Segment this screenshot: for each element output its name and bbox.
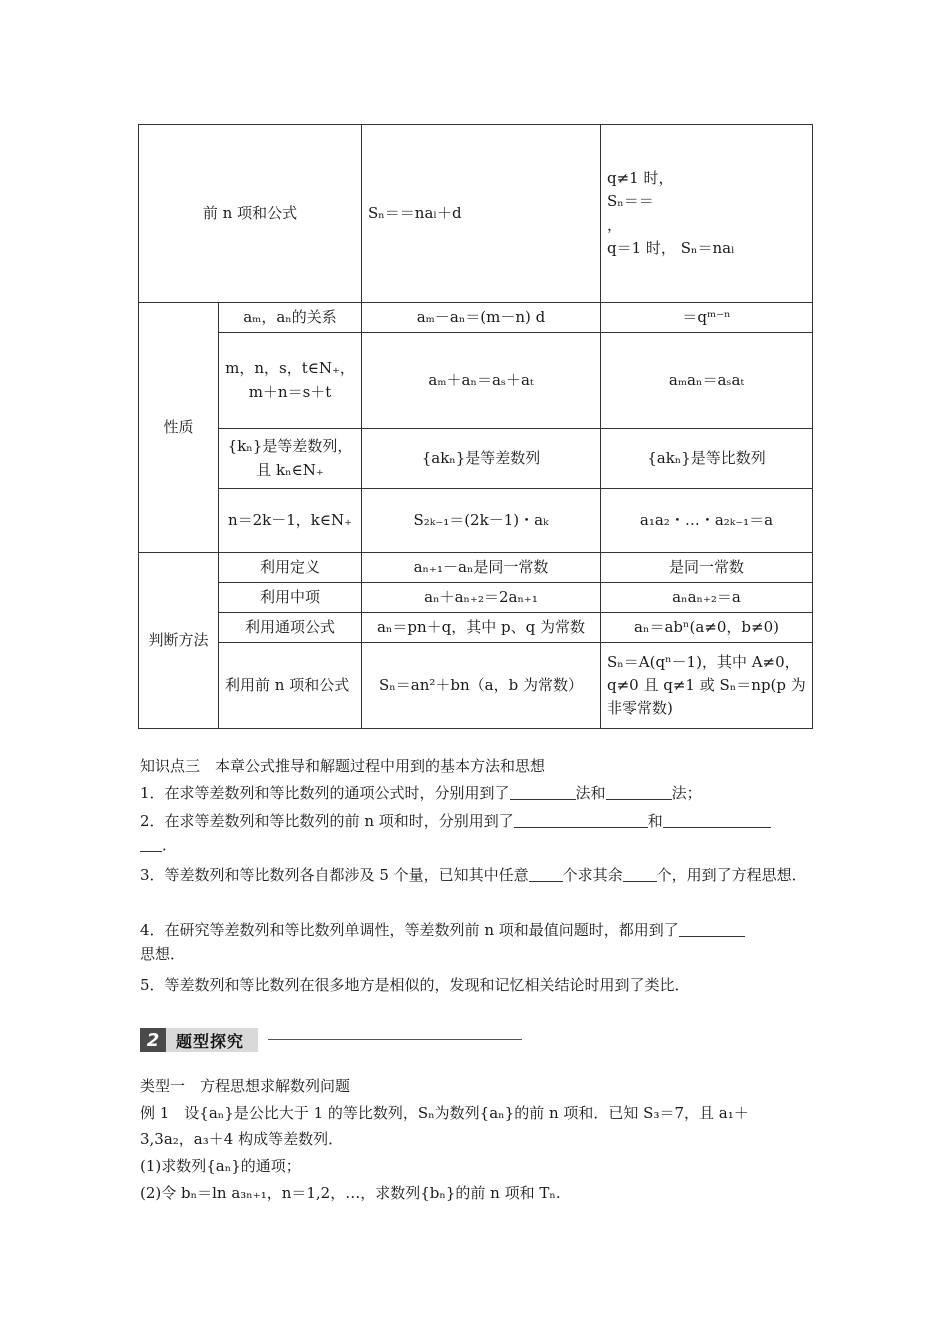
property-condition: aₘ，aₙ的关系 — [219, 303, 362, 333]
fill-blank — [679, 922, 745, 937]
judge-method-label: 判断方法 — [139, 553, 219, 729]
sequence-comparison-table — [138, 124, 813, 729]
fill-blank — [514, 813, 648, 828]
table-row — [139, 333, 813, 429]
fill-blank — [510, 785, 576, 800]
example-part-1: (1)求数列{aₙ}的通项； — [140, 1157, 301, 1175]
property-condition: {kₙ}是等差数列，且 kₙ∈N₊ — [219, 429, 362, 489]
judge-arith: aₙ＝pn＋q，其中 p、q 为常数 — [362, 613, 601, 643]
property-arith: {akₙ}是等差数列 — [362, 429, 601, 489]
fill-blank — [623, 867, 657, 882]
judge-method: 利用通项公式 — [219, 613, 362, 643]
judge-geo: 是同一常数 — [601, 553, 813, 583]
fill-blank — [663, 813, 771, 828]
judge-arith: Sₙ＝an²＋bn（a，b 为常数） — [362, 643, 601, 729]
property-geo: {akₙ}是等比数列 — [601, 429, 813, 489]
judge-arith: aₙ＋aₙ₊₂＝2aₙ₊₁ — [362, 583, 601, 613]
table-row — [139, 489, 813, 553]
type-heading: 类型一 方程思想求解数列问题 — [140, 1077, 351, 1095]
property-arith: S₂ₖ₋₁＝(2k－1)・aₖ — [362, 489, 601, 553]
item-text: 个求其余 — [562, 866, 623, 884]
property-arith: aₘ＋aₙ＝aₛ＋aₜ — [362, 333, 601, 429]
item-text: 2．在求等差数列和等比数列的前 n 项和时，分别用到了 — [140, 812, 514, 830]
knowledge-item-1 — [140, 781, 812, 805]
sum-geo-line: Sₙ＝＝ — [607, 192, 654, 211]
item-text: 和 — [647, 812, 663, 830]
judge-method: 利用前 n 项和公式 — [219, 643, 362, 729]
item-text: 3．等差数列和等比数列各自都涉及 5 个量，已知其中任意 — [140, 866, 529, 884]
table-row — [139, 553, 813, 583]
section-title: 题型探究 — [166, 1028, 258, 1052]
item-text: ． — [162, 836, 178, 854]
judge-geo: aₙaₙ₊₂＝a — [601, 583, 813, 613]
example-line-1: 例 1 设{aₙ}是公比大于 1 的等比数列，Sₙ为数列{aₙ}的前 n 项和．已知 S₃＝7，且 a₁＋ — [140, 1104, 749, 1122]
example-line-2: 3,3a₂，a₃＋4 构成等差数列． — [140, 1130, 344, 1148]
table-row — [139, 583, 813, 613]
judge-geo: aₙ＝abⁿ(a≠0，b≠0) — [601, 613, 813, 643]
property-label: 性质 — [139, 303, 219, 553]
property-geo: ＝qᵐ⁻ⁿ — [601, 303, 813, 333]
judge-arith: aₙ₊₁－aₙ是同一常数 — [362, 553, 601, 583]
knowledge-item-3 — [140, 863, 812, 887]
table-row — [139, 643, 813, 729]
sum-formula-label: 前 n 项和公式 — [139, 125, 362, 303]
sum-geo-line: q＝1 时， Sₙ＝naₗ — [607, 238, 735, 257]
item-text: 个，用到了方程思想． — [656, 866, 807, 884]
property-condition: n＝2k－1，k∈N₊ — [219, 489, 362, 553]
fill-blank — [140, 837, 162, 852]
table-row — [139, 429, 813, 489]
table-row — [139, 303, 813, 333]
property-arith: aₘ－aₙ＝(m－n) d — [362, 303, 601, 333]
section-divider — [268, 1039, 522, 1040]
knowledge-heading: 知识点三 本章公式推导和解题过程中用到的基本方法和思想 — [140, 757, 546, 775]
section-header — [140, 1028, 258, 1052]
item-text: 法； — [671, 784, 702, 802]
item-text: 思想． — [140, 945, 186, 963]
sum-geo-line: ， — [607, 215, 623, 234]
knowledge-item-5: 5．等差数列和等比数列在很多地方是相似的，发现和记忆相关结论时用到了类比． — [140, 976, 690, 994]
table-row — [139, 125, 813, 303]
knowledge-item-2 — [140, 809, 812, 857]
property-condition: m，n，s，t∈N₊，m＋n＝s＋t — [219, 333, 362, 429]
property-geo: a₁a₂・…・a₂ₖ₋₁＝a — [601, 489, 813, 553]
knowledge-item-4 — [140, 918, 812, 966]
judge-method: 利用中项 — [219, 583, 362, 613]
sum-formula-geo — [601, 125, 813, 303]
fill-blank — [529, 867, 563, 882]
section-number: 2 — [140, 1028, 166, 1052]
judge-geo: Sₙ＝A(qⁿ－1)，其中 A≠0，q≠0 且 q≠1 或 Sₙ＝np(p 为非零常数) — [601, 643, 813, 729]
sum-formula-arith: Sₙ＝＝naₗ＋d — [362, 125, 601, 303]
item-text: 法和 — [575, 784, 606, 802]
item-text: 4．在研究等差数列和等比数列单调性，等差数列前 n 项和最值问题时，都用到了 — [140, 921, 679, 939]
example-part-2: (2)令 bₙ＝ln a₃ₙ₊₁，n＝1,2，…，求数列{bₙ}的前 n 项和 Tₙ. — [140, 1184, 561, 1202]
property-geo: aₘaₙ＝aₛaₜ — [601, 333, 813, 429]
sum-geo-line: q≠1 时， — [607, 169, 674, 187]
fill-blank — [606, 785, 672, 800]
item-text: 1．在求等差数列和等比数列的通项公式时，分别用到了 — [140, 784, 510, 802]
judge-method: 利用定义 — [219, 553, 362, 583]
table-row — [139, 613, 813, 643]
